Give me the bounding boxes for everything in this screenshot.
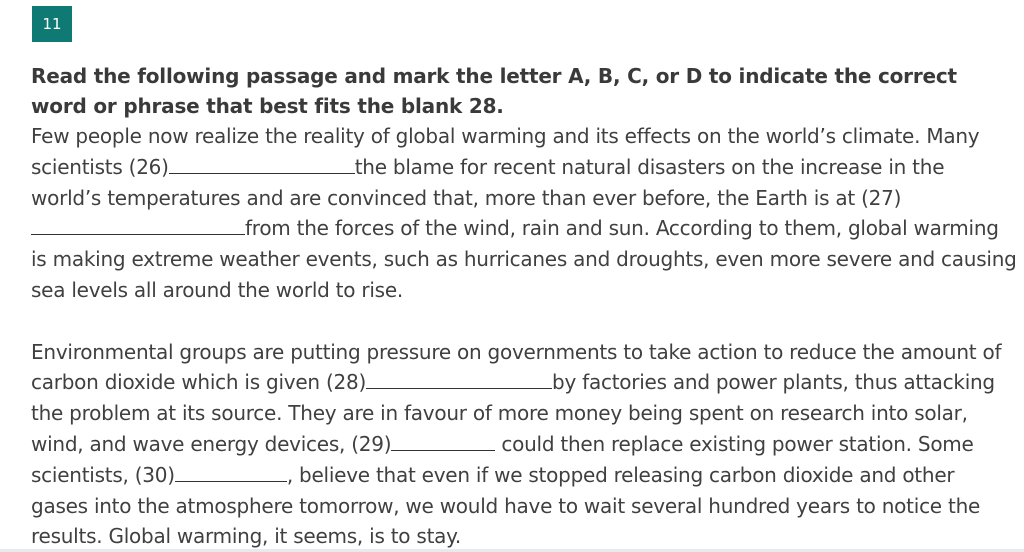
blank-label-28: (28): [325, 370, 367, 395]
passage-text: , believe that even if we stopped releasing carbon dioxide and other gases into the atmosphere tomorrow, we would have to wait several hundred years to notice the results. Global warming, it seems, is to stay.: [31, 462, 981, 549]
blank-26: [169, 153, 355, 174]
passage-text: could then replace existing power station. Some scientists,: [31, 431, 974, 487]
passage-text: from the forces of the wind, rain and sun. According to them, global warming is making extreme weather events, such as hurricanes and droughts, even more severe and causing sea levels all around the world to rise.: [31, 216, 1017, 302]
passage-text: Environmental groups are putting pressure on governments to take action to reduce the amount of carbon dioxide which is given: [31, 339, 1002, 395]
passage-paragraph-1: [31, 121, 1017, 306]
passage-text: by factories and power plants, thus attacking the problem at its source. They are in favour of more money being spent on research into solar, wind, and wave energy devices,: [31, 370, 995, 456]
blank-label-29: (29): [351, 431, 392, 456]
blank-28: [366, 368, 552, 389]
reading-passage: [31, 121, 1017, 552]
question-prompt: Read the following passage and mark the letter A, B, C, or D to indicate the correct word or phrase that best fits the blank 28.: [31, 64, 957, 118]
passage-paragraph-2: [31, 337, 1017, 552]
blank-label-27: (27): [861, 185, 902, 210]
blank-30: [175, 461, 287, 482]
passage-text: Few people now realize the reality of global warming and its effects on the world’s climate. Many scientists: [31, 124, 980, 179]
blank-27: [31, 214, 245, 235]
blank-label-26: (26): [128, 154, 169, 179]
passage-text: the blame for recent natural disasters on the increase in the world’s temperatures and are convinced that, more than ever before, the Earth is at: [31, 154, 945, 210]
blank-label-30: (30): [134, 462, 175, 487]
blank-29: [391, 430, 495, 451]
question-number-badge: 11: [32, 6, 72, 42]
